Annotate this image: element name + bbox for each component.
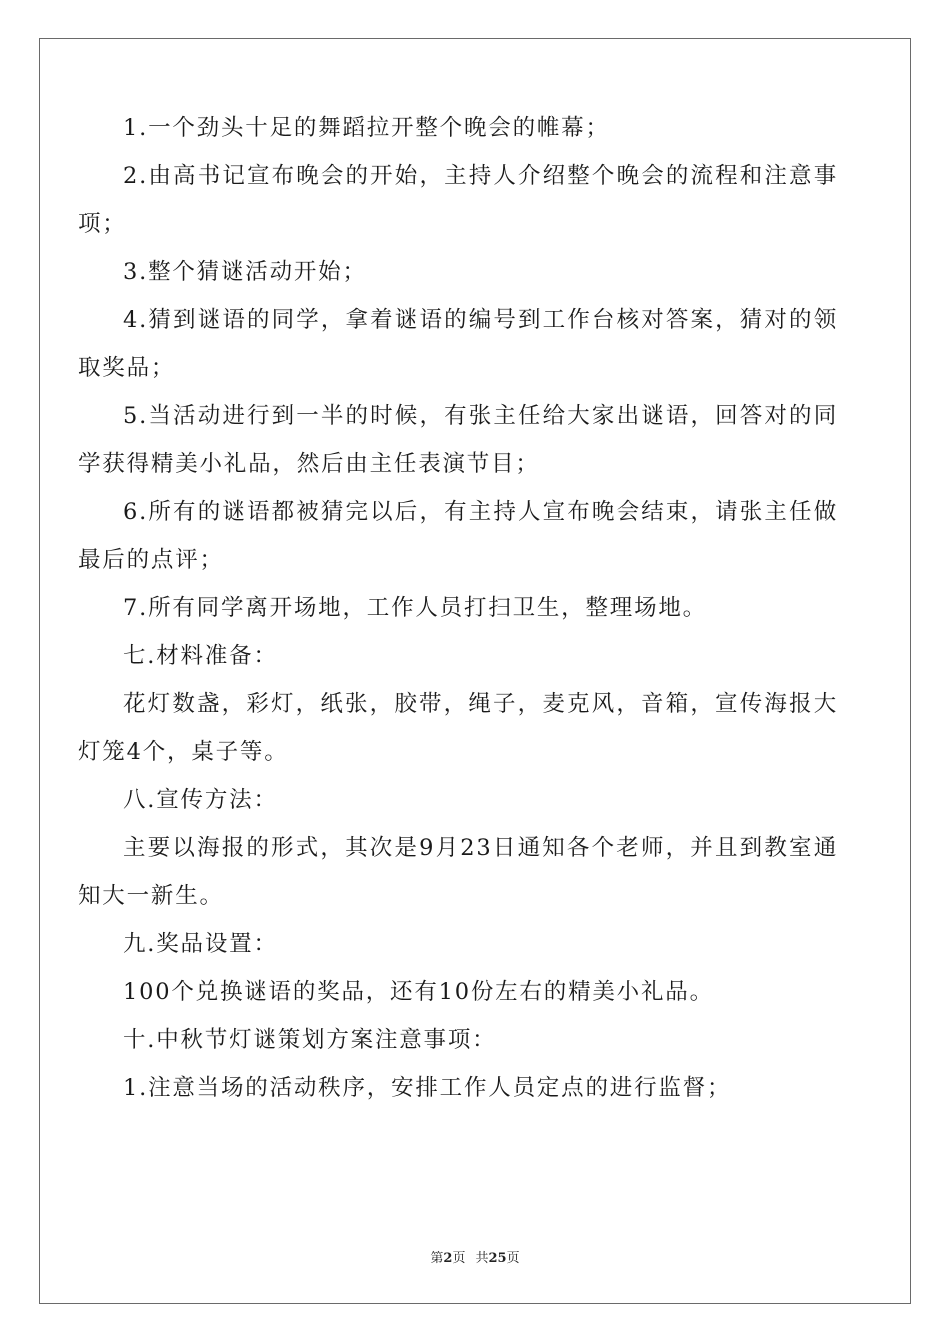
paragraph-note-1: 1.注意当场的活动秩序，安排工作人员定点的进行监督；	[123, 1075, 732, 1101]
page-footer	[0, 1247, 950, 1266]
footer-page-suffix: 页	[452, 1251, 466, 1266]
paragraph-materials: 花灯数盏，彩灯，纸张，胶带，绳子，麦克风，音箱，宣传海报大灯笼4个，桌子等。	[78, 691, 838, 765]
paragraph-step-7: 7.所有同学离开场地，工作人员打扫卫生，整理场地。	[123, 595, 707, 621]
footer-total-prefix: 共	[475, 1251, 489, 1266]
footer-page-prefix: 第	[430, 1251, 444, 1266]
section-heading-prizes: 九.奖品设置：	[123, 931, 278, 957]
footer-total-suffix: 页	[506, 1251, 520, 1266]
footer-page-total: 25	[488, 1251, 507, 1266]
paragraph-step-6: 6.所有的谜语都被猜完以后，有主持人宣布晚会结束，请张主任做最后的点评；	[78, 499, 838, 573]
paragraph-step-3: 3.整个猜谜活动开始；	[123, 259, 367, 285]
paragraph-step-5: 5.当活动进行到一半的时候，有张主任给大家出谜语，回答对的同学获得精美小礼品，然后由主任表演节目；	[78, 403, 838, 477]
paragraph-prizes: 100个兑换谜语的奖品，还有10份左右的精美小礼品。	[123, 979, 714, 1005]
document-body	[78, 104, 838, 1112]
paragraph-publicity: 主要以海报的形式，其次是9月23日通知各个老师，并且到教室通知大一新生。	[78, 835, 838, 909]
section-heading-materials: 七.材料准备：	[123, 643, 278, 669]
paragraph-step-1: 1.一个劲头十足的舞蹈拉开整个晚会的帷幕；	[123, 115, 610, 141]
paragraph-step-4: 4.猜到谜语的同学，拿着谜语的编号到工作台核对答案，猜对的领取奖品；	[78, 307, 838, 381]
paragraph-step-2: 2.由高书记宣布晚会的开始，主持人介绍整个晚会的流程和注意事项；	[78, 163, 838, 237]
section-heading-notes: 十.中秋节灯谜策划方案注意事项：	[123, 1027, 497, 1053]
section-heading-publicity: 八.宣传方法：	[123, 787, 278, 813]
footer-page-current: 2	[443, 1251, 453, 1266]
